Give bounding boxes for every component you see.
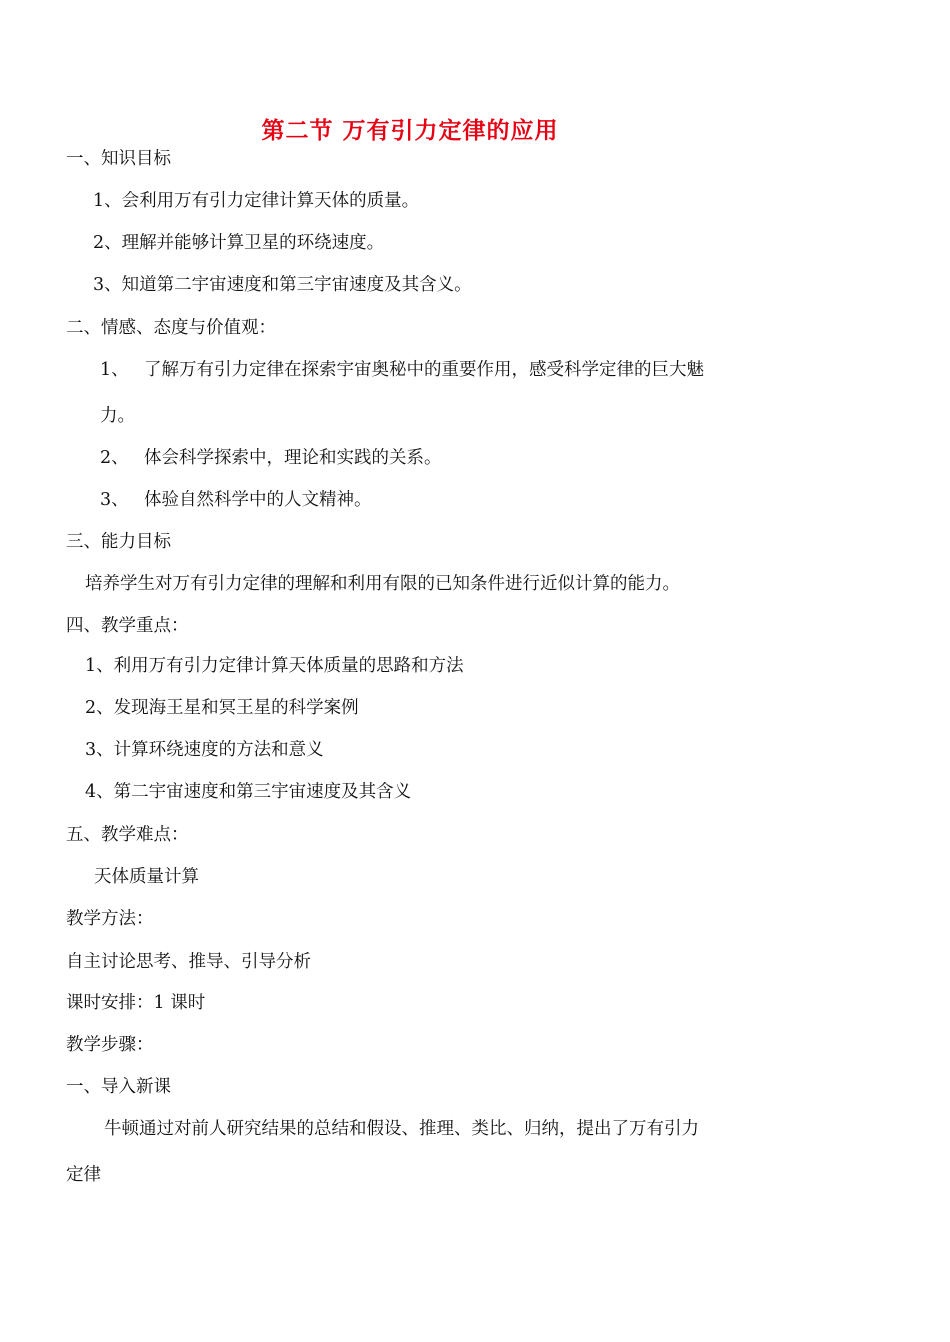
method-heading: 教学方法：	[66, 909, 154, 929]
attitude-item-3	[100, 488, 372, 512]
steps-paragraph-continuation: 定律	[66, 1165, 101, 1185]
attitude-item-1-text: 了解万有引力定律在探索宇宙奥秘中的重要作用，感受科学定律的巨大魅	[144, 360, 704, 380]
knowledge-item-1: 1、会利用万有引力定律计算天体的质量。	[93, 191, 420, 211]
section-heading-difficulties: 五、教学难点：	[66, 825, 189, 845]
attitude-item-1-continuation: 力。	[100, 406, 135, 426]
key-point-1: 1、利用万有引力定律计算天体质量的思路和方法	[85, 656, 464, 676]
attitude-item-3-text: 体验自然科学中的人文精神。	[144, 490, 372, 510]
knowledge-item-3: 3、知道第二宇宙速度和第三宇宙速度及其含义。	[93, 275, 472, 295]
attitude-item-1-number: 1、	[100, 360, 129, 380]
attitude-item-2-number: 2、	[100, 448, 129, 468]
attitude-item-3-number: 3、	[100, 490, 129, 510]
difficulties-body: 天体质量计算	[94, 867, 199, 887]
key-point-3: 3、计算环绕速度的方法和意义	[85, 740, 324, 760]
ability-body: 培养学生对万有引力定律的理解和利用有限的已知条件进行近似计算的能力。	[85, 574, 680, 594]
page-title: 第二节 万有引力定律的应用	[261, 117, 559, 144]
attitude-item-1	[100, 358, 704, 382]
section-heading-key-points: 四、教学重点：	[66, 616, 189, 636]
schedule-line: 课时安排：1 课时	[66, 993, 206, 1013]
attitude-item-2	[100, 446, 442, 470]
key-point-2: 2、发现海王星和冥王星的科学案例	[85, 698, 359, 718]
key-point-4: 4、第二宇宙速度和第三宇宙速度及其含义	[85, 782, 412, 802]
section-heading-attitude: 二、情感、态度与价值观：	[66, 318, 276, 338]
section-heading-knowledge: 一、知识目标	[66, 149, 171, 169]
steps-subheading: 一、导入新课	[66, 1077, 171, 1097]
section-heading-ability: 三、能力目标	[66, 532, 171, 552]
steps-heading: 教学步骤：	[66, 1035, 154, 1055]
steps-paragraph: 牛顿通过对前人研究结果的总结和假设、推理、类比、归纳，提出了万有引力	[104, 1119, 699, 1139]
method-body: 自主讨论思考、推导、引导分析	[66, 952, 311, 972]
knowledge-item-2: 2、理解并能够计算卫星的环绕速度。	[93, 233, 385, 253]
attitude-item-2-text: 体会科学探索中，理论和实践的关系。	[144, 448, 442, 468]
